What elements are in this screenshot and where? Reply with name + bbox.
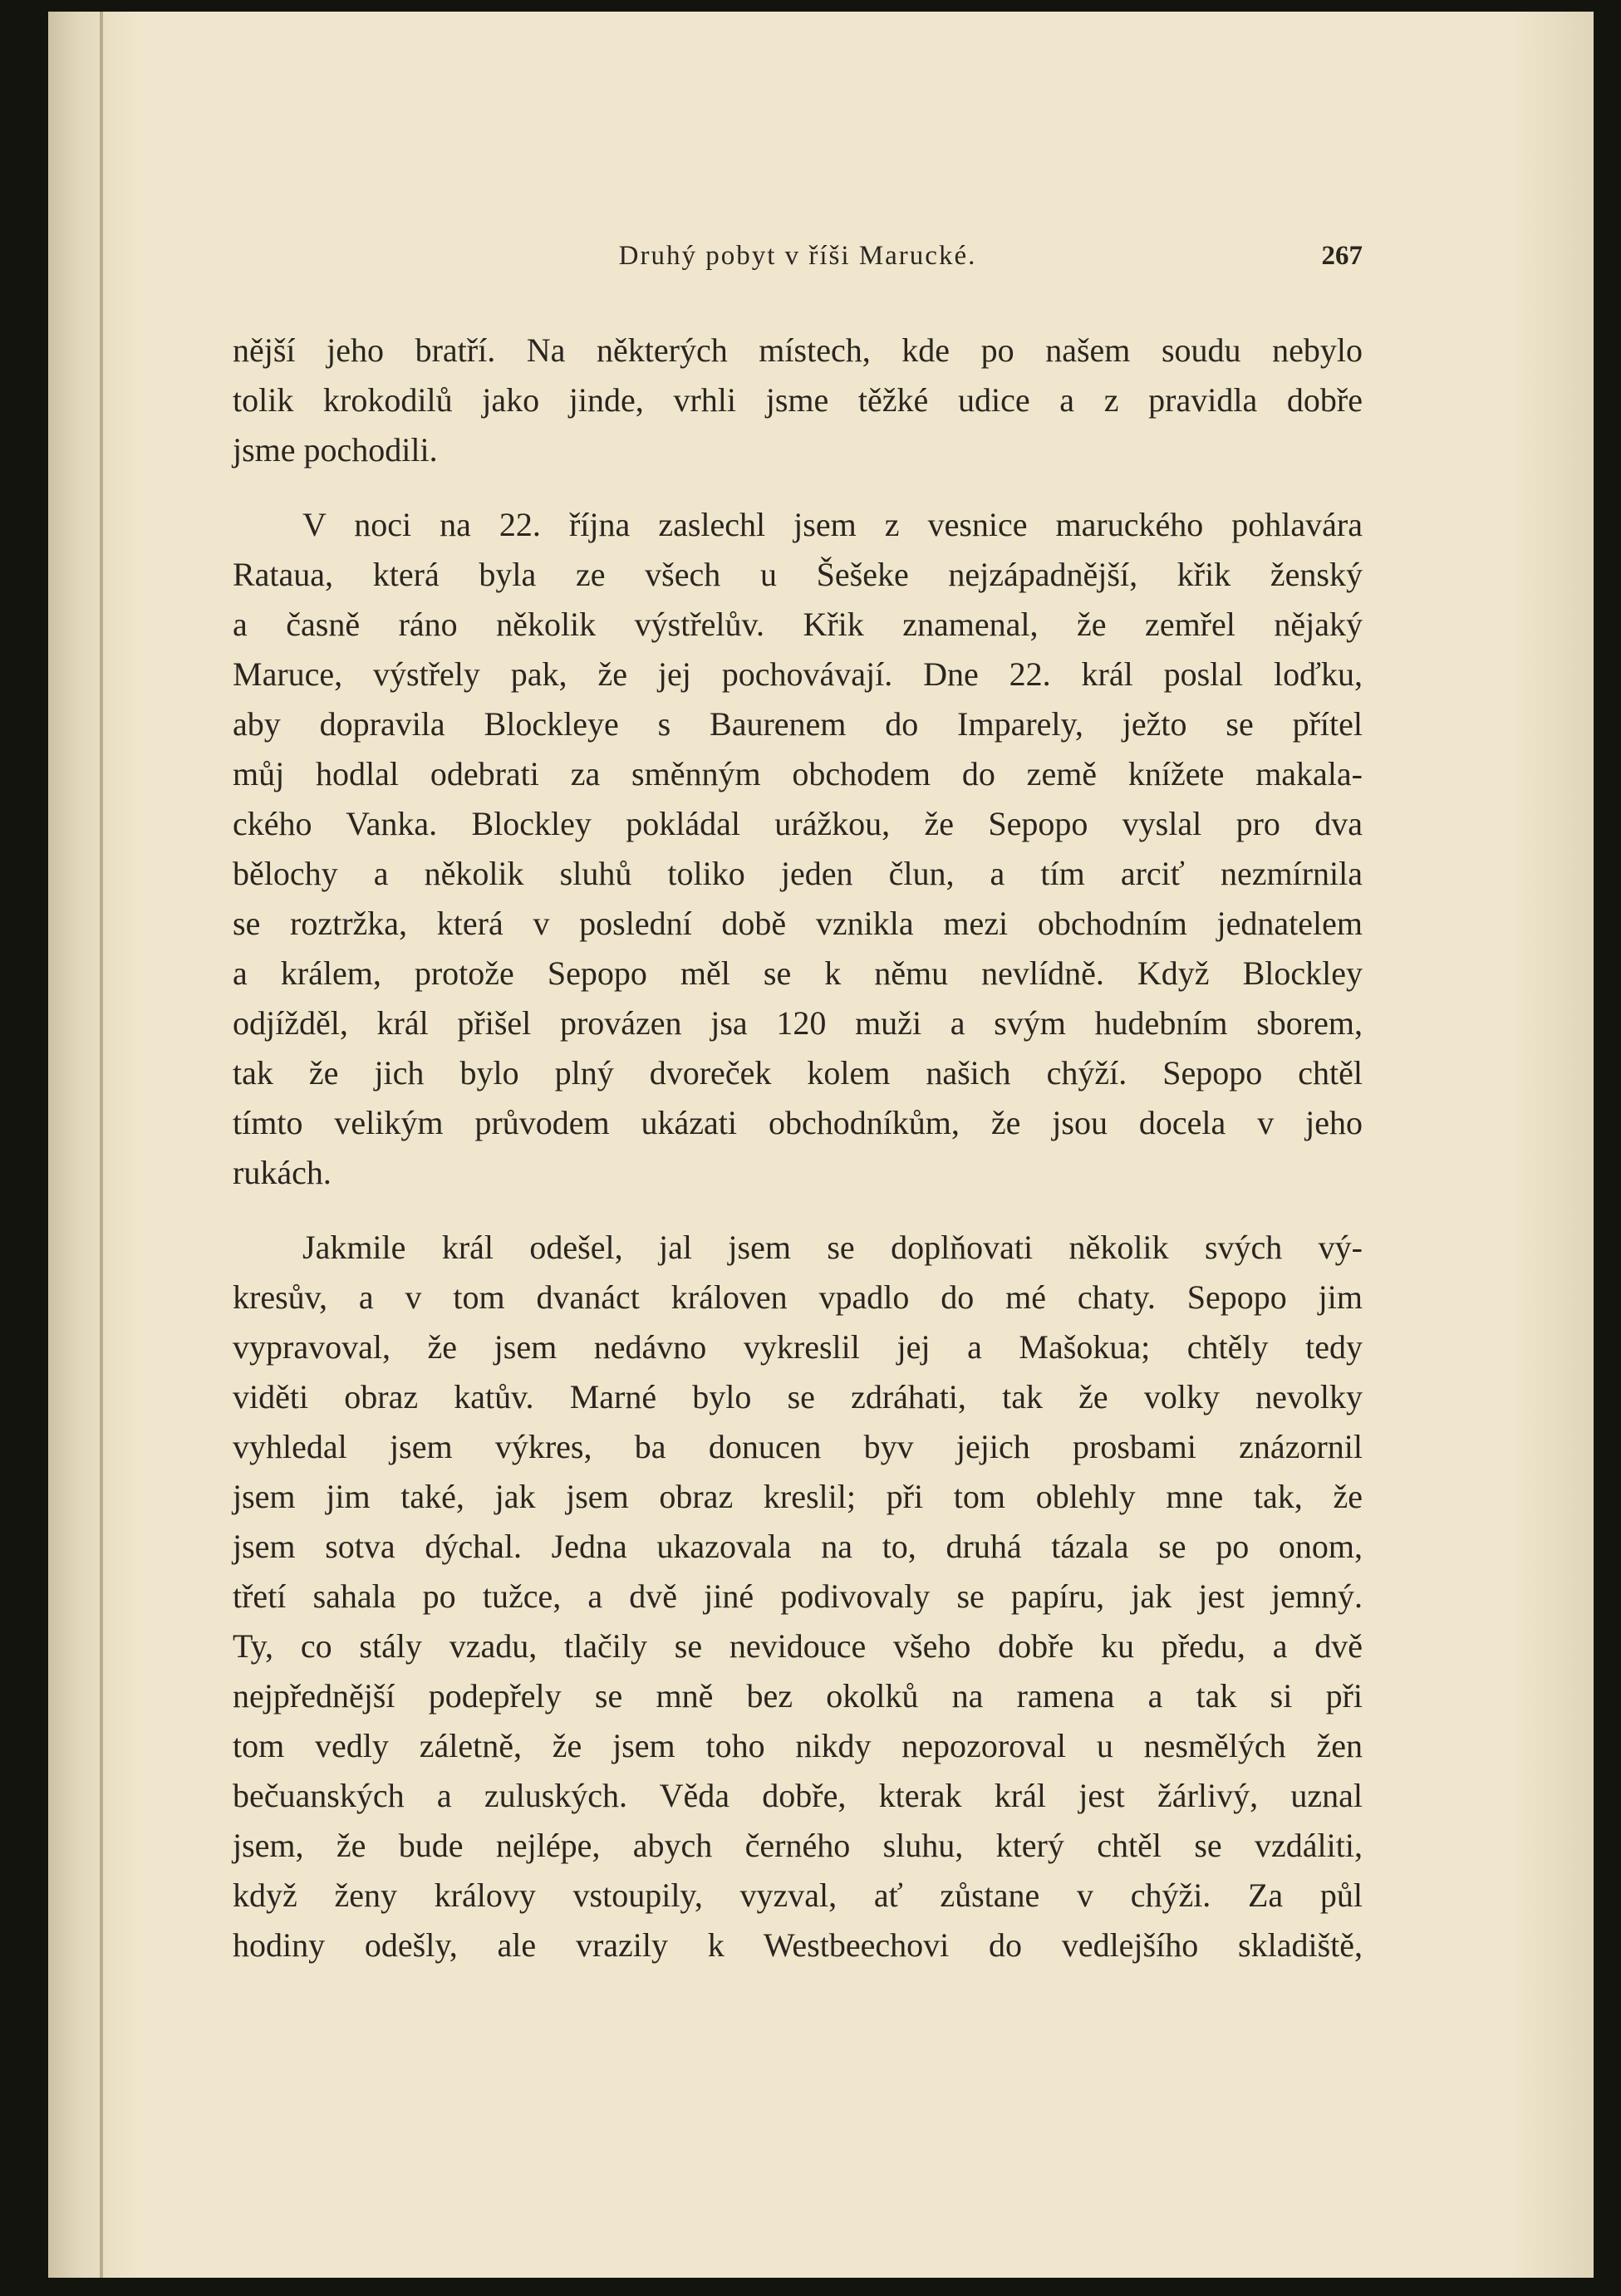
page-number: 267	[1321, 241, 1363, 271]
body-text	[233, 326, 1363, 1970]
text-line: jsem sotva dýchal. Jedna ukazovala na to, druhá tázala se po onom,	[233, 1528, 1363, 1565]
text-line: nější jeho bratří. Na některých místech, kde po našem soudu nebylo	[233, 331, 1363, 369]
text-line: bečuanských a zuluských. Věda dobře, kterak král jest žárlivý, uznal	[233, 1777, 1363, 1814]
text-line: nejpřednější podepřely se mně bez okolků na ramena a tak si při	[233, 1677, 1363, 1715]
text-line: odjížděl, král přišel provázen jsa 120 muži a svým hudebním sborem,	[233, 1004, 1363, 1042]
text-line: vypravoval, že jsem nedávno vykreslil jej a Mašokua; chtěly tedy	[233, 1328, 1363, 1366]
text-line-content: V noci na 22. října zaslechl jsem z vesnice maruckého pohlavára	[302, 506, 1363, 543]
text-line: Maruce, výstřely pak, že jej pochovávají. Dne 22. král poslal loďku,	[233, 655, 1363, 693]
text-line: třetí sahala po tužce, a dvě jiné podivovaly se papíru, jak jest jemný.	[233, 1577, 1363, 1615]
paragraph-3	[233, 1223, 1363, 1970]
text-line: tak že jich bylo plný dvoreček kolem našich chýží. Sepopo chtěl	[233, 1054, 1363, 1092]
running-title: Druhý pobyt v říši Marucké.	[618, 241, 977, 271]
page-header	[233, 234, 1363, 284]
text-line: můj hodlal odebrati za směnným obchodem do země knížete makala-	[233, 755, 1363, 792]
text-line: Ty, co stály vzadu, tlačily se nevidouce všeho dobře ku předu, a dvě	[233, 1627, 1363, 1665]
text-line: Rataua, která byla ze všech u Šešeke nejzápadnější, křik ženský	[233, 556, 1363, 593]
text-line: vyhledal jsem výkres, ba donucen byv jejich prosbami znázornil	[233, 1428, 1363, 1465]
text-line: tímto velikým průvodem ukázati obchodníkům, že jsou docela v jeho	[233, 1104, 1363, 1141]
book-page	[48, 12, 1594, 2278]
text-line: bělochy a několik sluhů toliko jeden člun, a tím arciť nezmírnila	[233, 855, 1363, 892]
text-line: viděti obraz katův. Marné bylo se zdráhati, tak že volky nevolky	[233, 1378, 1363, 1415]
text-line: ckého Vanka. Blockley pokládal urážkou, že Sepopo vyslal pro dva	[233, 805, 1363, 842]
text-line: když ženy královy vstoupily, vyzval, ať zůstane v chýži. Za půl	[233, 1877, 1363, 1914]
text-line: tom vedly záletně, že jsem toho nikdy nepozoroval u nesmělých žen	[233, 1727, 1363, 1764]
text-line-content: Jakmile král odešel, jal jsem se doplňovati několik svých vý-	[302, 1229, 1363, 1266]
text-line	[233, 1223, 1363, 1273]
text-line: jsem jim také, jak jsem obraz kreslil; při tom oblehly mne tak, že	[233, 1478, 1363, 1515]
text-line: a králem, protože Sepopo měl se k němu nevlídně. Když Blockley	[233, 954, 1363, 992]
text-line: se roztržka, která v poslední době vznikla mezi obchodním jednatelem	[233, 905, 1363, 942]
text-line: tolik krokodilů jako jinde, vrhli jsme těžké udice a z pravidla dobře	[233, 381, 1363, 419]
text-line: aby dopravila Blockleye s Baurenem do Imparely, ježto se přítel	[233, 705, 1363, 743]
text-line	[233, 500, 1363, 550]
text-line: hodiny odešly, ale vrazily k Westbeechovi do vedlejšího skladiště,	[233, 1926, 1363, 1964]
paragraph-2	[233, 500, 1363, 1198]
text-line: jsme pochodili.	[233, 431, 438, 469]
binding-gutter	[100, 12, 103, 2278]
text-line: rukách.	[233, 1154, 332, 1191]
text-line: kresův, a v tom dvanáct královen vpadlo do mé chaty. Sepopo jim	[233, 1278, 1363, 1316]
text-line: a časně ráno několik výstřelův. Křik znamenal, že zemřel nějaký	[233, 606, 1363, 643]
text-line: jsem, že bude nejlépe, abych černého sluhu, který chtěl se vzdáliti,	[233, 1827, 1363, 1864]
paragraph-1	[233, 326, 1363, 475]
